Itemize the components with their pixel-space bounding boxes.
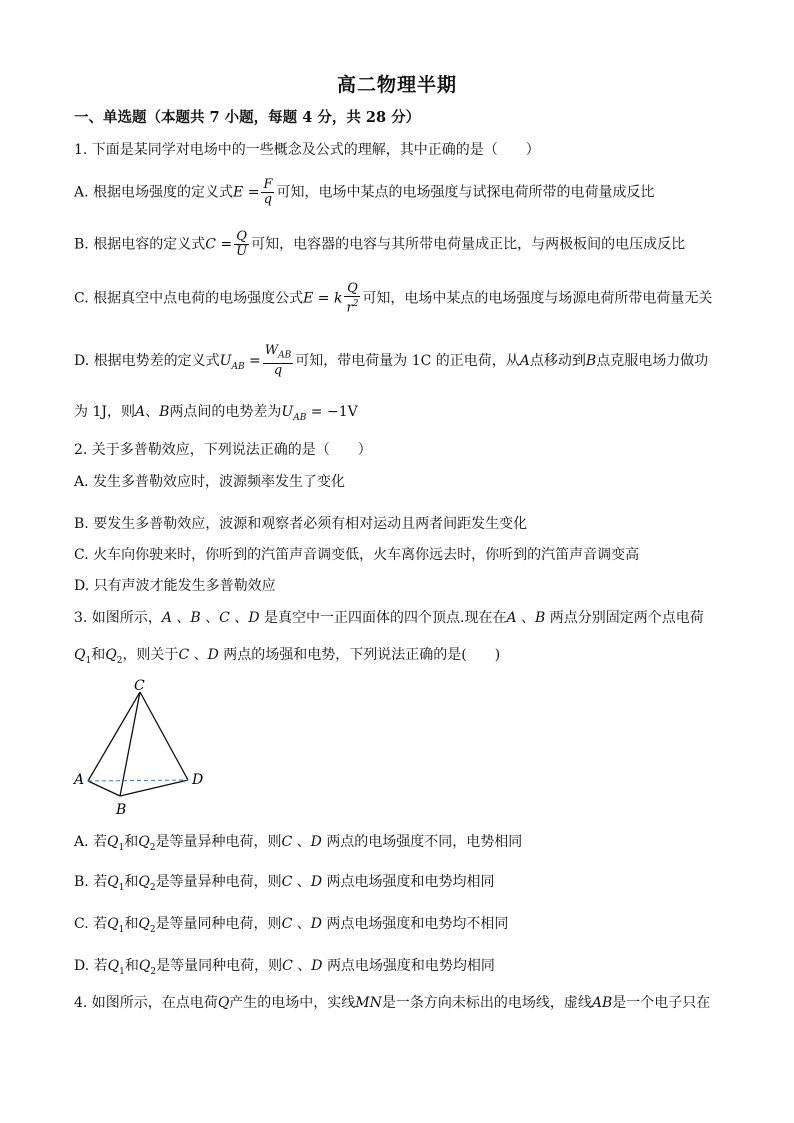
q2-option-c: C. 火车向你驶来时，你听到的汽笛声音调变低，火车离你远去时，你听到的汽笛声音调变高 xyxy=(74,547,640,563)
q2-option-d: D. 只有声波才能发生多普勒效应 xyxy=(74,578,276,594)
q1-stem: 1. 下面是某同学对电场中的一些概念及公式的理解，其中正确的是（ ） xyxy=(74,142,540,158)
vertex-label-d: D xyxy=(192,772,204,788)
tetrahedron-diagram xyxy=(72,676,212,821)
q4-stem: 4. 如图所示，在点电荷Q产生的电场中，实线MN是一条方向未标出的电场线，虚线AB是一个电子只在 xyxy=(74,995,711,1011)
vertex-label-c: C xyxy=(134,678,145,694)
tetrahedron-figure xyxy=(72,676,212,821)
q1-option-c: C. 根据真空中点电荷的电场强度公式E = k $\frac{Q}{r^2}$ 可知，电场中某点的电场强度与场源电荷所带电荷量无关 xyxy=(74,281,713,316)
q3-option-b: B. 若$Q_1$和$Q_2$是等量异种电荷，则C 、D 两点电场强度和电势均相同 xyxy=(74,874,495,893)
q3-stem-cont: $Q_1$和$Q_2$，则关于C 、D 两点的场强和电势，下列说法正确的是( ) xyxy=(74,647,501,666)
q3-option-d: D. 若$Q_1$和$Q_2$是等量同种电荷，则C 、D 两点电场强度和电势均相同 xyxy=(74,958,495,977)
q1-option-d: D. 根据电势差的定义式$U_{AB}$ = $\frac{W_{AB}}{q}$ 可知，带电荷量为 1C 的正电荷，从A点移动到B点克服电场力做功 xyxy=(74,343,709,378)
page-title: 高二物理半期 xyxy=(336,74,457,96)
q1-option-b: B. 根据电容的定义式C = $\frac{Q}{U}$ 可知，电容器的电容与其所带电荷量成正比，与两极板间的电压成反比 xyxy=(74,229,686,259)
q2-option-b: B. 要发生多普勒效应，波源和观察者必须有相对运动且两者间距发生变化 xyxy=(74,516,528,532)
q1-option-d-cont: 为 1J，则A、B两点间的电势差为$U_{AB} = -1V$ xyxy=(74,404,358,423)
q2-stem: 2. 关于多普勒效应，下列说法正确的是（ ） xyxy=(74,442,372,458)
vertex-label-a: A xyxy=(74,772,85,788)
q1-option-a: A. 根据电场强度的定义式E = $\frac{F}{q}$ 可知，电场中某点的电场强度与试探电荷所带的电荷量成反比 xyxy=(74,177,655,207)
section-heading: 一、单选题（本题共 7 小题，每题 4 分，共 28 分） xyxy=(74,109,421,126)
q3-option-c: C. 若$Q_1$和$Q_2$是等量同种电荷，则C 、D 两点电场强度和电势均不相同 xyxy=(74,916,509,935)
q3-option-a: A. 若$Q_1$和$Q_2$是等量异种电荷，则C 、D 两点的电场强度不同，电势相同 xyxy=(74,834,523,853)
q3-stem: 3. 如图所示，A 、B 、C 、D 是真空中一正四面体的四个顶点.现在在A 、B 两点分别固定两个点电荷 xyxy=(74,610,704,626)
q2-option-a: A. 发生多普勒效应时，波源频率发生了变化 xyxy=(74,474,346,490)
vertex-label-b: B xyxy=(116,802,127,818)
